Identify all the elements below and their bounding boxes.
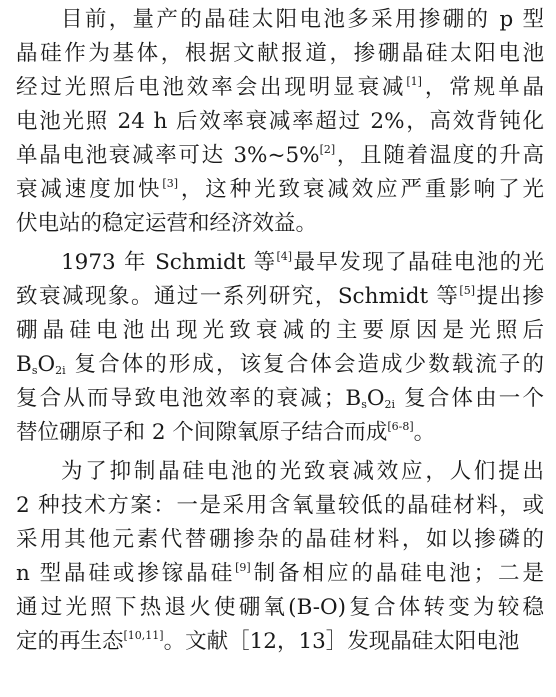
text-run: 通过光照下热退火使硼氧(B-O)复合体转变为较稳 (16, 595, 544, 620)
text-run: 替位硼原子和 2 个间隙氧原子结合而成 (16, 420, 388, 445)
text-line (16, 348, 544, 382)
subscript: 2i (55, 364, 66, 377)
citation-ref: [6-8] (387, 420, 414, 433)
text-run: 。 (413, 420, 436, 445)
text-run: ，常规单晶 (421, 75, 544, 100)
text-run: 2 种技术方案：一是采用含氧量较低的晶硅材料，或 (16, 493, 544, 518)
text-run: 提出掺 (475, 284, 544, 309)
text-line (16, 382, 544, 416)
text-line (16, 173, 544, 207)
text-run: ，这种光致衰减效应严重影响了光 (178, 177, 544, 202)
text-run: 1973 年 Schmidt 等 (61, 250, 277, 275)
text-run: 单晶电池衰减率可达 3%~5% (16, 143, 320, 168)
citation-ref: [1] (406, 75, 422, 88)
text-run: 晶硅作为基体，根据文献报道，掺硼晶硅太阳电池 (16, 41, 544, 66)
text-line (16, 314, 544, 348)
text-line (16, 37, 544, 71)
text-line (61, 455, 544, 489)
text-run: n 型晶硅或掺镓晶硅 (16, 561, 236, 586)
text-line (16, 280, 544, 314)
text-run: 复合体的形成，该复合体会造成少数载流子的 (65, 352, 544, 377)
text-run: O (366, 386, 385, 411)
text-line (16, 105, 544, 139)
text-run: 。文献［12，13］发现晶硅太阳电池 (163, 629, 520, 654)
citation-ref: [10,11] (123, 629, 164, 642)
text-run: ，且随着温度的升高 (335, 143, 544, 168)
text-line (16, 139, 544, 173)
text-line (16, 557, 544, 591)
citation-ref: [2] (319, 143, 336, 156)
text-line (16, 207, 317, 241)
text-line (16, 591, 544, 625)
citation-ref: [3] (162, 177, 178, 190)
text-run: 复合从而导致电池效率的衰减；B (16, 386, 362, 411)
text-run: 采用其他元素代替硼掺杂的晶硅材料，如以掺磷的 (16, 527, 544, 552)
text-line (16, 625, 519, 659)
text-run: 伏电站的稳定运营和经济效益。 (16, 211, 318, 236)
text-run: B (16, 352, 32, 377)
text-run: 复合体由一个 (395, 386, 544, 411)
citation-ref: [5] (459, 284, 476, 297)
text-line (16, 489, 544, 523)
text-run: 经过光照后电池效率会出现明显衰减 (16, 75, 407, 100)
text-run: 致衰减现象。通过一系列研究，Schmidt 等 (16, 284, 460, 309)
text-run: 最早发现了晶硅电池的光 (292, 250, 544, 275)
text-line (16, 523, 544, 557)
citation-ref: [9] (235, 561, 251, 574)
subscript: s (361, 398, 367, 411)
text-run: 电池光照 24 h 后效率衰减率超过 2%，高效背钝化 (16, 109, 544, 134)
text-line (61, 246, 544, 280)
text-run: 定的再生态 (16, 629, 124, 654)
text-run: 制备相应的晶硅电池；二是 (250, 561, 544, 586)
text-run: 目前，量产的晶硅太阳电池多采用掺硼的 p 型 (61, 7, 544, 32)
text-run: 硼晶硅电池出现光致衰减的主要原因是光照后 (16, 318, 544, 343)
citation-ref: [4] (276, 250, 293, 263)
text-line (16, 71, 544, 105)
text-run: 衰减速度加快 (16, 177, 163, 202)
subscript: 2i (384, 398, 396, 411)
text-run: 为了抑制晶硅电池的光致衰减效应，人们提出 (61, 459, 544, 484)
text-run: O (37, 352, 56, 377)
subscript: s (31, 364, 38, 377)
text-line (61, 3, 544, 37)
text-line (16, 416, 435, 450)
